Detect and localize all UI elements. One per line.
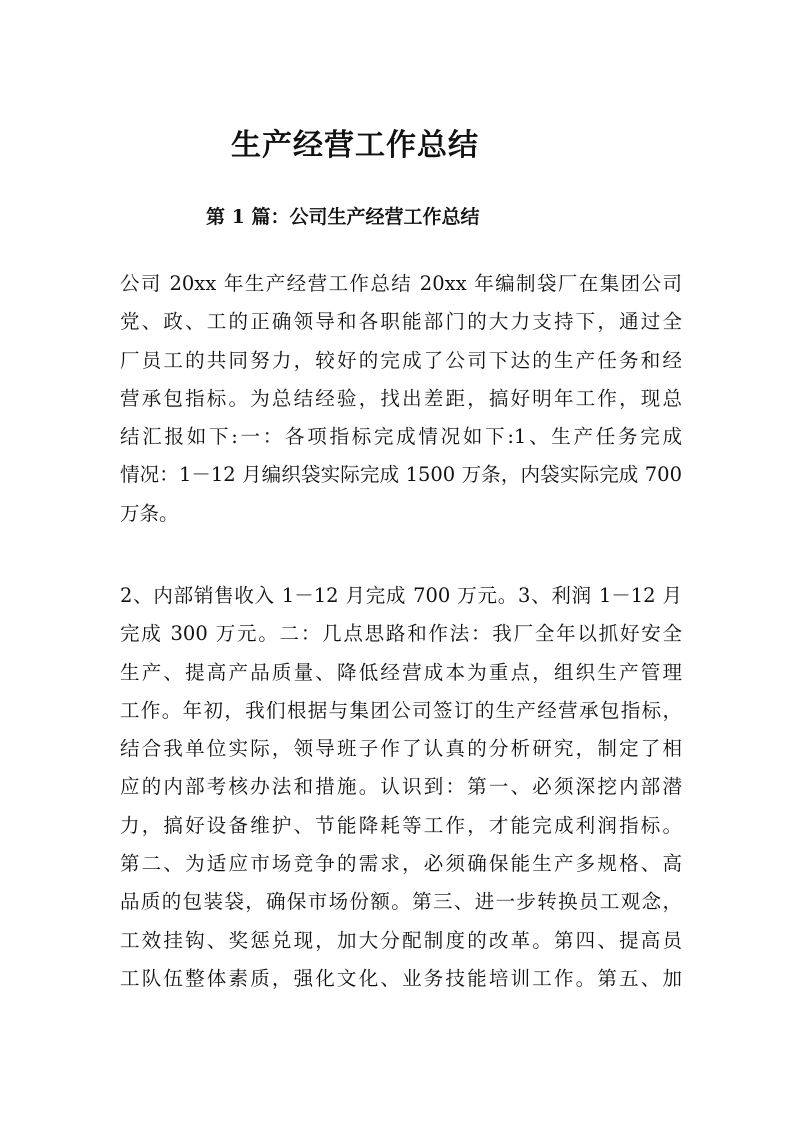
paragraph-line: 公司 20xx 年生产经营工作总结 20xx 年编制袋厂在集团公司 <box>120 272 682 295</box>
paragraph-line: 工队伍整体素质，强化文化、业务技能培训工作。第五、加 <box>120 966 682 990</box>
paragraph-line: 第二、为适应市场竞争的需求，必须确保能生产多规格、高 <box>120 852 682 876</box>
paragraph-line: 情况：1－12 月编织袋实际完成 1500 万条，内袋实际完成 700 <box>120 463 682 487</box>
paragraph-2 <box>120 577 682 998</box>
paragraph-line: 营承包指标。为总结经验，找出差距，搞好明年工作，现总 <box>120 386 682 410</box>
paragraph-line: 力，搞好设备维护、节能降耗等工作，才能完成利润指标。 <box>120 813 682 837</box>
paragraph-line: 党、政、工的正确领导和各职能部门的大力支持下，通过全 <box>120 310 682 334</box>
paragraph-line: 厂员工的共同努力，较好的完成了公司下达的生产任务和经 <box>120 348 682 372</box>
section-heading: 第 1 篇：公司生产经营工作总结 <box>206 206 480 228</box>
paragraph-1 <box>120 265 682 533</box>
paragraph-line: 2、内部销售收入 1－12 月完成 700 万元。3、利润 1－12 月 <box>120 584 682 607</box>
paragraph-line: 结合我单位实际，领导班子作了认真的分析研究，制定了相 <box>120 737 682 761</box>
paragraph-line: 品质的包装袋，确保市场份额。第三、进一步转换员工观念， <box>120 890 682 914</box>
paragraph-line: 完成 300 万元。二：几点思路和作法：我厂全年以抓好安全 <box>120 622 682 646</box>
paragraph-line: 工作。年初，我们根据与集团公司签订的生产经营承包指标， <box>120 698 682 722</box>
paragraph-line: 生产、提高产品质量、降低经营成本为重点，组织生产管理 <box>120 660 682 684</box>
paragraph-line: 万条。 <box>120 501 179 525</box>
paragraph-line: 工效挂钩、奖惩兑现，加大分配制度的改革。第四、提高员 <box>120 928 682 952</box>
paragraph-line: 应的内部考核办法和措施。认识到：第一、必须深挖内部潜 <box>120 775 682 799</box>
document-title: 生产经营工作总结 <box>231 128 479 163</box>
paragraph-line: 结汇报如下:一：各项指标完成情况如下:1、生产任务完成 <box>120 425 682 449</box>
